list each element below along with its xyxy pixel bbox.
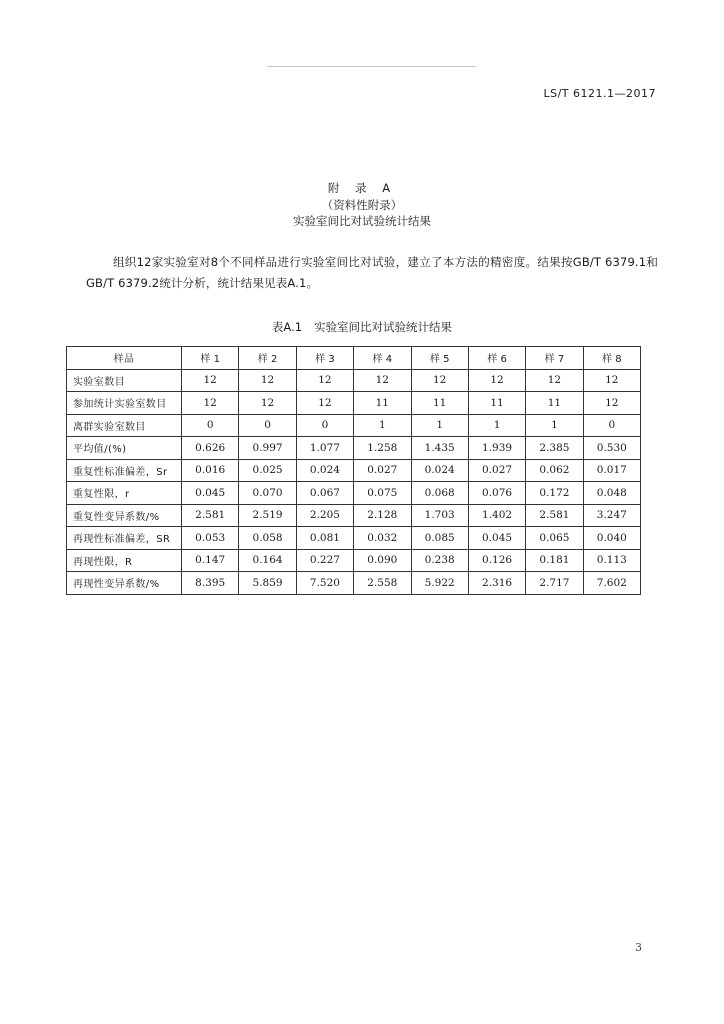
table-cell: 12 — [468, 369, 525, 392]
table-cell: 2.128 — [354, 504, 411, 527]
table-cell: 1.939 — [468, 437, 525, 460]
table-cell: 1 — [526, 414, 583, 437]
row-label: 平均值/(%) — [67, 437, 182, 460]
table-cell: 11 — [468, 392, 525, 415]
table-caption — [0, 319, 724, 335]
table-cell: 5.859 — [239, 572, 296, 595]
table-cell: 12 — [182, 392, 239, 415]
table-cell: 12 — [239, 369, 296, 392]
table-cell: 0.530 — [583, 437, 640, 460]
table-cell: 0.081 — [296, 527, 353, 550]
table-cell: 5.922 — [411, 572, 468, 595]
table-cell: 0.997 — [239, 437, 296, 460]
table-cell: 12 — [296, 369, 353, 392]
table-row — [67, 369, 641, 392]
table-cell: 7.602 — [583, 572, 640, 595]
table-cell: 0 — [182, 414, 239, 437]
table-cell: 2.519 — [239, 504, 296, 527]
table-cell: 0.126 — [468, 549, 525, 572]
table-cell: 0.113 — [583, 549, 640, 572]
table-header-row — [67, 347, 641, 370]
row-label: 实验室数目 — [67, 369, 182, 392]
table-cell: 12 — [583, 369, 640, 392]
row-label: 再现性限，R — [67, 549, 182, 572]
table-cell: 11 — [354, 392, 411, 415]
table-cell: 0.164 — [239, 549, 296, 572]
table-cell: 0.040 — [583, 527, 640, 550]
table-cell: 0 — [296, 414, 353, 437]
row-label: 再现性变异系数/% — [67, 572, 182, 595]
table-cell: 12 — [296, 392, 353, 415]
table-cell: 0 — [583, 414, 640, 437]
table-cell: 0.017 — [583, 459, 640, 482]
column-header-sample-4: 样 4 — [354, 347, 411, 370]
table-cell: 0.024 — [296, 459, 353, 482]
table-cell: 1 — [411, 414, 468, 437]
table-cell: 0.045 — [468, 527, 525, 550]
table-cell: 0.058 — [239, 527, 296, 550]
table-cell: 1 — [354, 414, 411, 437]
table-cell: 2.205 — [296, 504, 353, 527]
column-header-sample-3: 样 3 — [296, 347, 353, 370]
row-label: 再现性标准偏差，SR — [67, 527, 182, 550]
column-header-sample-1: 样 1 — [182, 347, 239, 370]
table-cell: 3.247 — [583, 504, 640, 527]
table-cell: 12 — [583, 392, 640, 415]
table-cell: 12 — [182, 369, 239, 392]
table-cell: 1.703 — [411, 504, 468, 527]
row-label: 重复性标准偏差，Sr — [67, 459, 182, 482]
header-rule — [267, 66, 476, 67]
table-cell: 12 — [411, 369, 468, 392]
table-row — [67, 482, 641, 505]
column-header-sample-7: 样 7 — [526, 347, 583, 370]
table-cell: 0.076 — [468, 482, 525, 505]
table-cell: 1.435 — [411, 437, 468, 460]
table-row — [67, 437, 641, 460]
table-row — [67, 414, 641, 437]
table-cell: 2.558 — [354, 572, 411, 595]
appendix-subtitle: （资料性附录） — [321, 197, 403, 212]
table-cell: 12 — [354, 369, 411, 392]
table-cell: 8.395 — [182, 572, 239, 595]
table-cell: 2.717 — [526, 572, 583, 595]
table-row — [67, 504, 641, 527]
table-cell: 0.065 — [526, 527, 583, 550]
table-cell: 1.258 — [354, 437, 411, 460]
table-cell: 0.053 — [182, 527, 239, 550]
table-cell: 2.581 — [182, 504, 239, 527]
row-label: 离群实验室数目 — [67, 414, 182, 437]
column-header-sample-5: 样 5 — [411, 347, 468, 370]
table-row — [67, 549, 641, 572]
table-cell: 0.032 — [354, 527, 411, 550]
column-header-sample-2: 样 2 — [239, 347, 296, 370]
table-cell: 11 — [526, 392, 583, 415]
table-row — [67, 392, 641, 415]
results-table-body — [67, 347, 641, 595]
page-number: 3 — [635, 941, 642, 954]
table-cell: 0.070 — [239, 482, 296, 505]
table-cell: 12 — [239, 392, 296, 415]
table-caption-number: 表A.1 — [271, 320, 303, 334]
column-header-sample-8: 样 8 — [583, 347, 640, 370]
body-paragraph: 组织12家实验室对8个不同样品进行实验室间比对试验，建立了本方法的精密度。结果按GB/T 6379.1和GB/T 6379.2统计分析，统计结果见表A.1。 — [86, 255, 658, 290]
row-label: 参加统计实验室数目 — [67, 392, 182, 415]
table-cell: 7.520 — [296, 572, 353, 595]
table-cell: 0 — [239, 414, 296, 437]
table-caption-title: 实验室间比对试验统计结果 — [314, 320, 453, 334]
appendix-title: 附 录 A — [327, 181, 397, 195]
table-cell: 11 — [411, 392, 468, 415]
table-cell: 1.402 — [468, 504, 525, 527]
standard-code: LS/T 6121.1—2017 — [543, 87, 656, 100]
column-header-sample-6: 样 6 — [468, 347, 525, 370]
table-cell: 0.238 — [411, 549, 468, 572]
table-cell: 0.085 — [411, 527, 468, 550]
table-row — [67, 459, 641, 482]
table-cell: 12 — [526, 369, 583, 392]
table-cell: 0.067 — [296, 482, 353, 505]
table-cell: 0.172 — [526, 482, 583, 505]
appendix-heading: 实验室间比对试验统计结果 — [293, 214, 431, 228]
table-cell: 0.181 — [526, 549, 583, 572]
table-cell: 0.147 — [182, 549, 239, 572]
table-cell: 0.045 — [182, 482, 239, 505]
table-cell: 1 — [468, 414, 525, 437]
table-cell: 0.227 — [296, 549, 353, 572]
table-cell: 2.581 — [526, 504, 583, 527]
table-cell: 0.075 — [354, 482, 411, 505]
table-cell: 2.385 — [526, 437, 583, 460]
table-cell: 1.077 — [296, 437, 353, 460]
appendix-heading-block — [0, 180, 724, 230]
table-cell: 0.062 — [526, 459, 583, 482]
table-cell: 0.027 — [354, 459, 411, 482]
table-cell: 0.626 — [182, 437, 239, 460]
table-cell: 2.316 — [468, 572, 525, 595]
row-label: 重复性限，r — [67, 482, 182, 505]
table-cell: 0.024 — [411, 459, 468, 482]
table-row — [67, 572, 641, 595]
table-cell: 0.016 — [182, 459, 239, 482]
table-cell: 0.027 — [468, 459, 525, 482]
table-cell: 0.025 — [239, 459, 296, 482]
table-row — [67, 527, 641, 550]
results-table — [66, 346, 641, 595]
table-cell: 0.090 — [354, 549, 411, 572]
table-cell: 0.048 — [583, 482, 640, 505]
column-header-sample: 样品 — [67, 347, 182, 370]
row-label: 重复性变异系数/% — [67, 504, 182, 527]
table-cell: 0.068 — [411, 482, 468, 505]
